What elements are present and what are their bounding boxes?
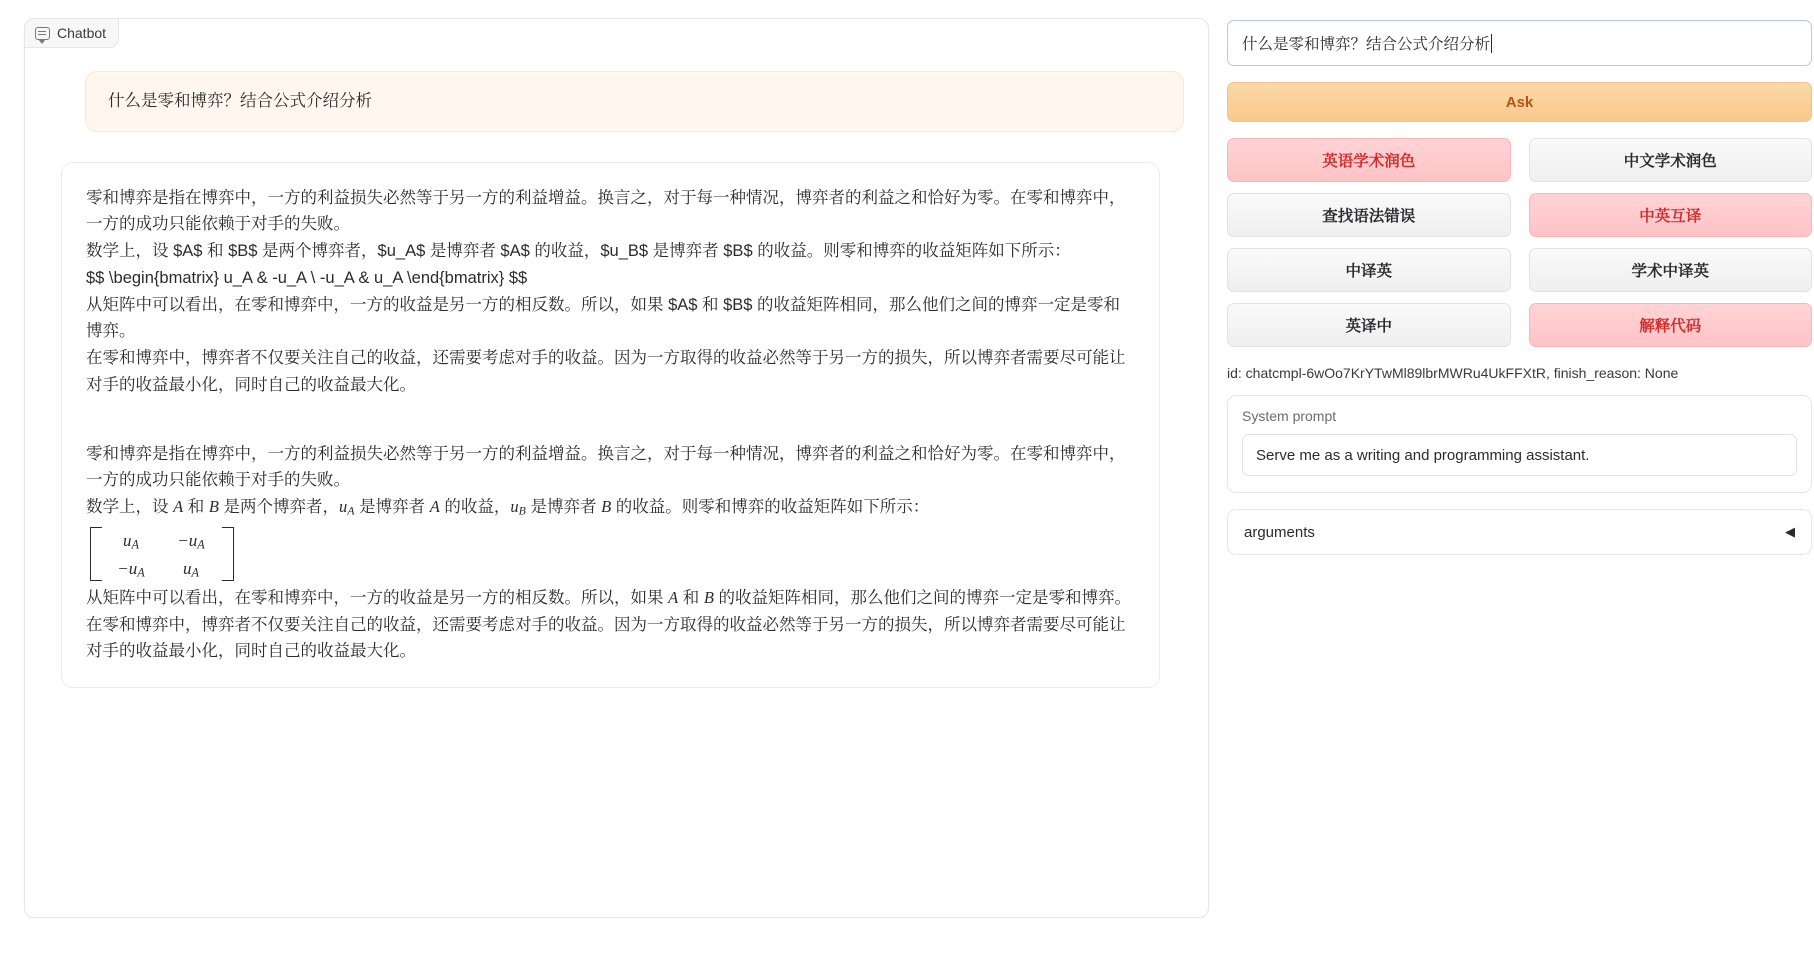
rendered-text: 和 xyxy=(183,497,209,516)
matrix-bracket-left xyxy=(90,527,102,581)
rendered-text: 是两个博弈者， xyxy=(218,497,340,516)
math-var-u2: u xyxy=(510,496,519,516)
math-var-A3: A xyxy=(668,587,679,607)
bot-message-bubble xyxy=(61,162,1160,688)
bot-raw-line-3: $$ \begin{bmatrix} u_A & -u_A \ -u_A & u_A \end{bmatrix} $$ xyxy=(86,268,528,287)
bot-raw-line-4: 从矩阵中可以看出，在零和博弈中，一方的收益是另一方的相反数。所以，如果 $A$ 和 $B$ 的收益矩阵相同，那么他们之间的博弈一定是零和博弈。 xyxy=(86,295,1121,341)
math-var-B: B xyxy=(208,496,219,516)
bot-rendered-line-2 xyxy=(86,494,1135,521)
arguments-accordion[interactable] xyxy=(1227,509,1812,555)
system-prompt-value: Serve me as a writing and programming assistant. xyxy=(1256,446,1590,464)
chat-column xyxy=(24,18,1209,961)
bot-rendered-line-5: 在零和博弈中，博弈者不仅要关注自己的收益，还需要考虑对手的收益。因为一方取得的收益必然等于另一方的损失，所以博弈者需要尽可能让对手的收益最小化，同时自己的收益最大化。 xyxy=(86,615,1126,661)
text-caret xyxy=(1491,34,1492,53)
matrix-cell-2: −uA xyxy=(117,559,145,580)
matrix-cell-0: uA xyxy=(123,530,139,552)
function-button-chinese-polish[interactable]: 中文学术润色 xyxy=(1529,138,1813,182)
payoff-matrix xyxy=(90,527,1135,581)
function-button-academic-zh-to-en[interactable]: 学术中译英 xyxy=(1529,248,1813,292)
bot-raw-line-5: 在零和博弈中，博弈者不仅要关注自己的收益，还需要考虑对手的收益。因为一方取得的收益必然等于另一方的损失，所以博弈者需要尽可能让对手的收益最小化，同时自己的收益最大化。 xyxy=(86,349,1126,394)
user-message-bubble xyxy=(85,71,1184,132)
response-meta: id: chatcmpl-6wOo7KrYTwMl89lbrMWRu4UkFFXtR, finish_reason: None xyxy=(1227,365,1679,381)
chatbot-panel-label xyxy=(24,18,119,48)
rendered-text: 的收益矩阵相同，那么他们之间的博弈一定是零和博弈。 xyxy=(713,588,1132,607)
matrix-cell-3: uA xyxy=(183,559,199,580)
function-button-zh-to-en[interactable]: 中译英 xyxy=(1227,248,1511,292)
user-message-text: 什么是零和博弈？结合公式介绍分析 xyxy=(108,92,372,110)
matrix-cells xyxy=(102,527,222,581)
chatbot-panel xyxy=(24,18,1209,918)
rendered-text: 数学上，设 xyxy=(86,497,174,516)
rendered-text: 是博弈者 xyxy=(354,497,430,516)
rendered-text: 和 xyxy=(678,588,704,607)
function-button-find-grammar-errors[interactable]: 查找语法错误 xyxy=(1227,193,1511,237)
message-list xyxy=(25,19,1208,917)
rendered-text: 是博弈者 xyxy=(525,497,602,516)
math-var-A2: A xyxy=(429,496,440,516)
system-prompt-card xyxy=(1227,395,1812,493)
function-button-zh-en-mutual-translate[interactable]: 中英互译 xyxy=(1529,193,1813,237)
system-prompt-label: System prompt xyxy=(1242,408,1337,424)
chevron-left-icon: ◀ xyxy=(1785,524,1795,539)
bot-rendered-line-1: 零和博弈是指在博弈中，一方的利益损失必然等于另一方的利益增益。换言之，对于每一种情况，博弈者的利益之和恰好为零。在零和博弈中，一方的成功只能依赖于对手的失败。 xyxy=(86,444,1126,490)
chatbot-label-text: Chatbot xyxy=(57,25,107,41)
system-prompt-input[interactable] xyxy=(1242,434,1797,476)
bot-raw-line-1: 零和博弈是指在博弈中，一方的利益损失必然等于另一方的利益增益。换言之，对于每一种情况，博弈者的利益之和恰好为零。在零和博弈中，一方的成功只能依赖于对手的失败。 xyxy=(86,188,1126,234)
math-var-B2: B xyxy=(601,496,612,516)
rendered-text: 的收益。则零和博弈的收益矩阵如下所示： xyxy=(611,497,930,516)
chat-bubble-icon xyxy=(35,27,50,40)
function-button-explain-code[interactable]: 解释代码 xyxy=(1529,303,1813,347)
controls-column xyxy=(1227,18,1812,961)
bot-rendered-line-4 xyxy=(86,585,1135,612)
math-var-u: u xyxy=(339,496,348,516)
function-button-english-polish[interactable]: 英语学术润色 xyxy=(1227,138,1511,182)
matrix-cell-1: −uA xyxy=(177,530,205,552)
section-gap xyxy=(86,399,1135,441)
rendered-text: 的收益， xyxy=(439,497,511,516)
ask-button[interactable]: Ask xyxy=(1227,82,1812,122)
prompt-input[interactable] xyxy=(1227,20,1812,66)
function-button-en-to-zh[interactable]: 英译中 xyxy=(1227,303,1511,347)
math-var-B3: B xyxy=(703,587,714,607)
math-sub-B: B xyxy=(518,503,526,518)
rendered-text: 从矩阵中可以看出，在零和博弈中，一方的收益是另一方的相反数。所以，如果 xyxy=(86,588,669,607)
prompt-input-value: 什么是零和博弈？结合公式介绍分析 xyxy=(1242,36,1491,53)
math-var-A: A xyxy=(173,496,184,516)
function-button-grid xyxy=(1227,138,1812,347)
arguments-accordion-label: arguments xyxy=(1244,523,1315,541)
math-sub-A: A xyxy=(347,503,355,518)
bot-raw-line-2: 数学上，设 $A$ 和 $B$ 是两个博弈者，$u_A$ 是博弈者 $A$ 的收益，$u_B$ 是博弈者 $B$ 的收益。则零和博弈的收益矩阵如下所示： xyxy=(86,242,1071,261)
matrix-bracket-right xyxy=(222,527,234,581)
